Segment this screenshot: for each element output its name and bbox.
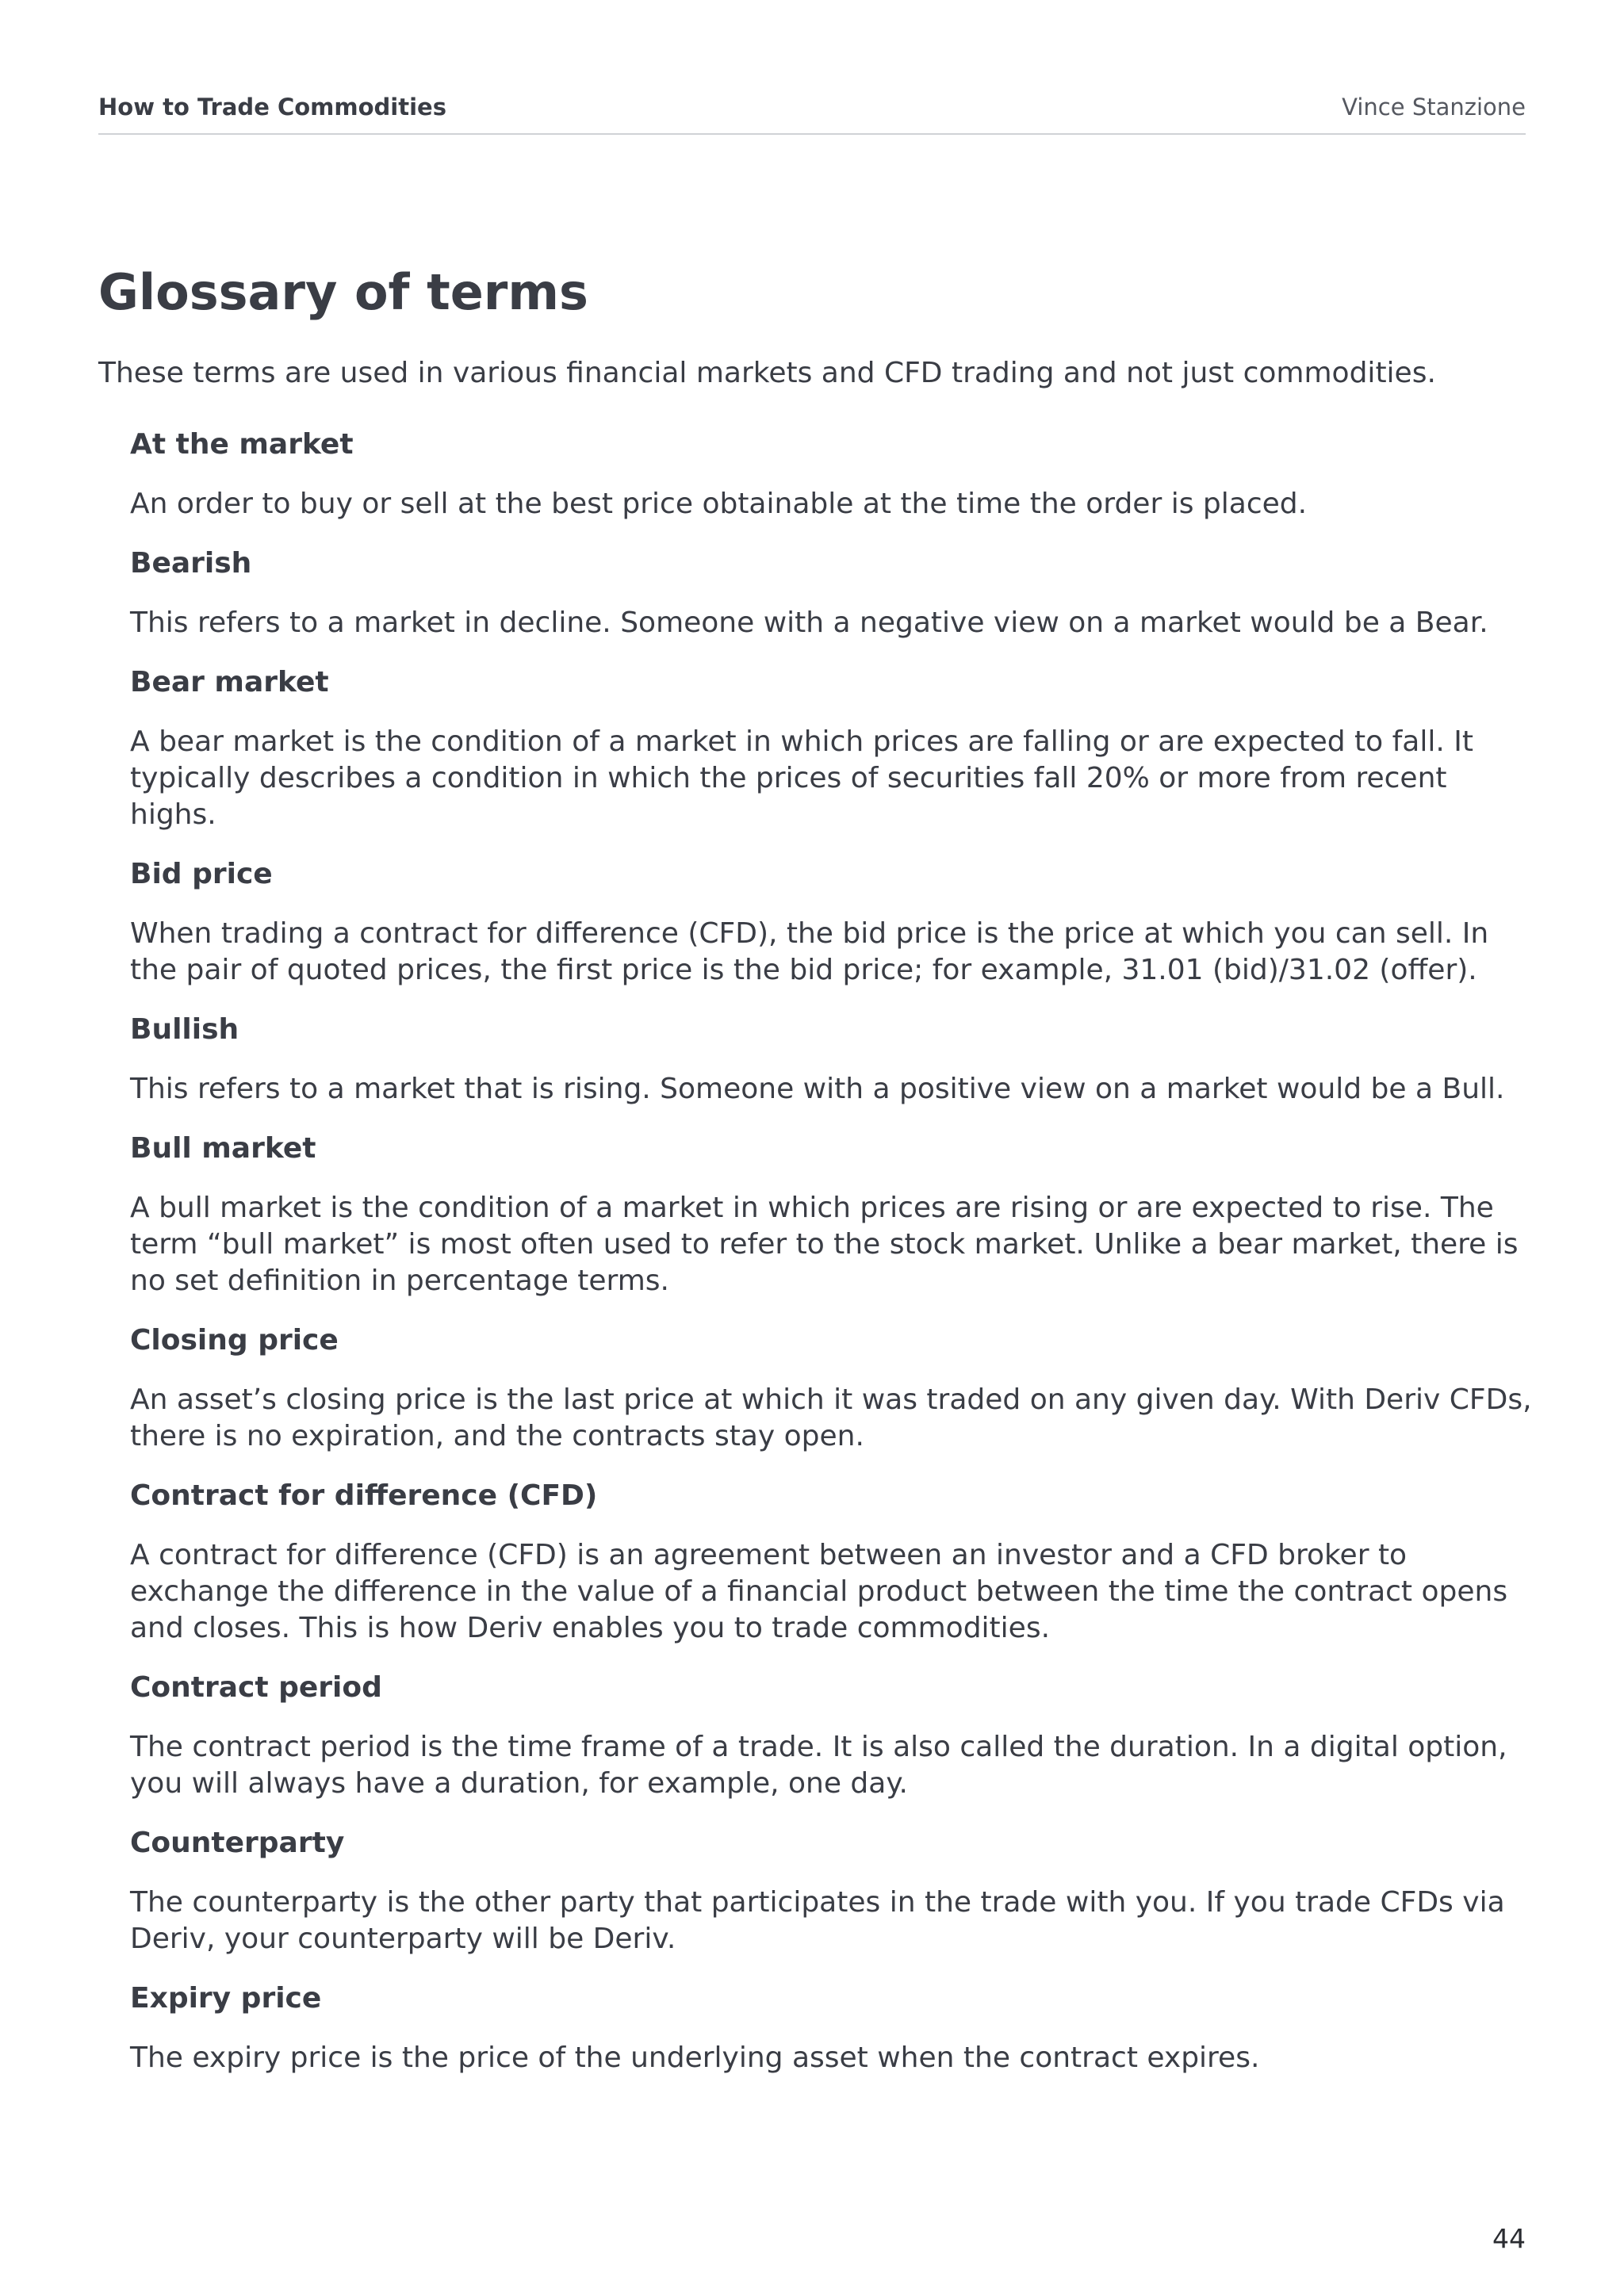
glossary-definition: The counterparty is the other party that participates in the trade with you. If you trade CFDs via Deriv, your counterparty will be Deriv. <box>130 1886 1505 1955</box>
glossary-definition: A bear market is the condition of a market in which prices are falling or are expected to fall. It typically describes a condition in which the prices of securities fall 20% or more from recent highs. <box>130 725 1473 831</box>
page-number: 44 <box>1492 2223 1526 2254</box>
glossary-definition: An asset’s closing price is the last price at which it was traded on any given day. With Deriv CFDs, there is no expiration, and the contracts stay open. <box>130 1383 1532 1452</box>
glossary-definition: This refers to a market that is rising. Someone with a positive view on a market would be a Bull. <box>130 1073 1505 1105</box>
glossary-term: Expiry price <box>130 1982 322 2015</box>
glossary-definition: The expiry price is the price of the underlying asset when the contract expires. <box>130 2042 1260 2074</box>
glossary-term: Bull market <box>130 1132 316 1165</box>
glossary-term: Counterparty <box>130 1827 345 1859</box>
glossary-term: Bid price <box>130 858 273 890</box>
author-name: Vince Stanzione <box>1342 94 1526 121</box>
glossary-definition: A contract for difference (CFD) is an agreement between an investor and a CFD broker to exchange the difference in the value of a financial product between the time the contract opens and closes. This is how Deriv enables you to trade commodities. <box>130 1539 1508 1644</box>
intro-paragraph: These terms are used in various financial markets and CFD trading and not just commodities. <box>98 357 1436 389</box>
glossary-term: Closing price <box>130 1324 339 1357</box>
page-header <box>98 94 1526 135</box>
glossary-term: Contract period <box>130 1671 382 1704</box>
glossary-definition: When trading a contract for difference (CFD), the bid price is the price at which you can sell. In the pair of quoted prices, the first price is the bid price; for example, 31.01 (bid)/31.02 (offer). <box>130 917 1489 986</box>
glossary-definition: The contract period is the time frame of a trade. It is also called the duration. In a digital option, you will always have a duration, for example, one day. <box>130 1731 1507 1800</box>
glossary-definition: This refers to a market in decline. Someone with a negative view on a market would be a Bear. <box>130 607 1488 639</box>
glossary-list <box>130 427 1534 2099</box>
document-title: How to Trade Commodities <box>98 94 446 121</box>
glossary-term: Bear market <box>130 666 329 698</box>
glossary-term: Bullish <box>130 1013 239 1046</box>
glossary-term: At the market <box>130 428 354 461</box>
glossary-term: Bearish <box>130 547 252 580</box>
glossary-definition: A bull market is the condition of a market in which prices are rising or are expected to rise. The term “bull market” is most often used to refer to the stock market. Unlike a bear market, there is no set definition in percentage terms. <box>130 1192 1519 1297</box>
glossary-term: Contract for difference (CFD) <box>130 1479 598 1512</box>
page-title: Glossary of terms <box>98 263 588 321</box>
glossary-definition: An order to buy or sell at the best price obtainable at the time the order is placed. <box>130 488 1308 520</box>
